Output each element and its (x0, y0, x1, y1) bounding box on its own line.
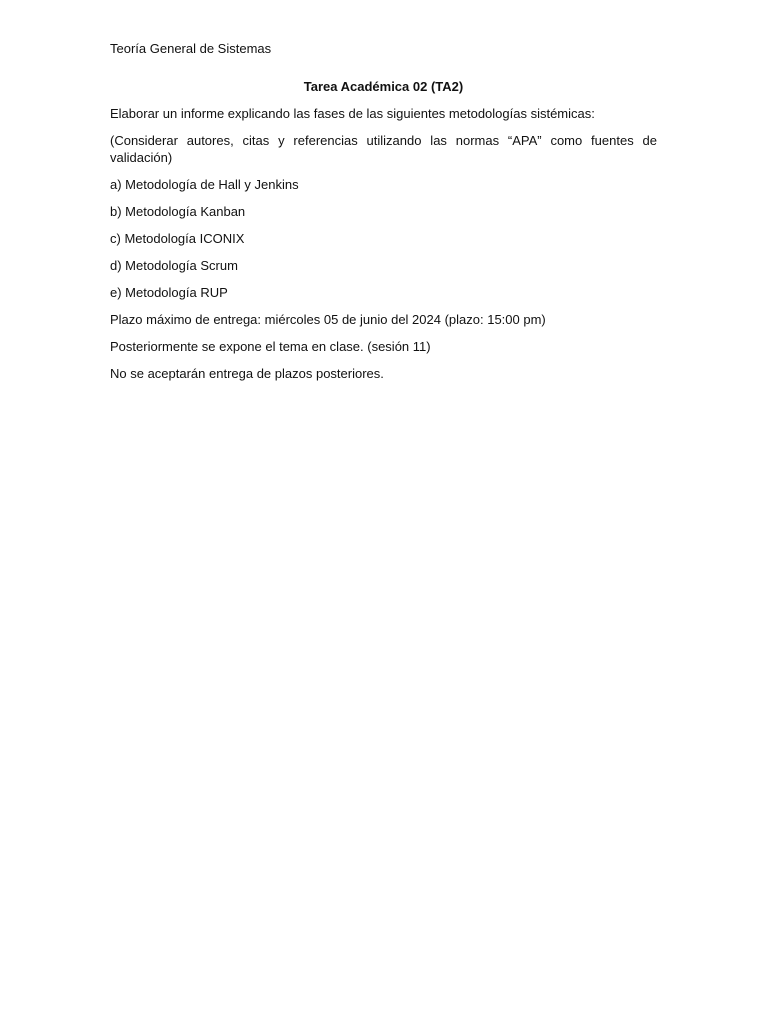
document-page (110, 40, 657, 392)
methodology-item-scrum: d) Metodología Scrum (110, 258, 238, 273)
late-submission-warning: No se aceptarán entrega de plazos posteriores. (110, 366, 384, 381)
methodology-item-hall-jenkins: a) Metodología de Hall y Jenkins (110, 177, 299, 192)
presentation-text: Posteriormente se expone el tema en clase. (sesión 11) (110, 339, 431, 354)
apa-note: (Considerar autores, citas y referencias utilizando las normas “APA” como fuentes de validación) (110, 133, 657, 165)
methodology-item-iconix: c) Metodología ICONIX (110, 231, 245, 246)
methodology-item-rup: e) Metodología RUP (110, 285, 228, 300)
methodology-item-kanban: b) Metodología Kanban (110, 204, 246, 219)
intro-text: Elaborar un informe explicando las fases de las siguientes metodologías sistémicas: (110, 106, 595, 121)
course-name: Teoría General de Sistemas (110, 41, 272, 56)
deadline-text: Plazo máximo de entrega: miércoles 05 de junio del 2024 (plazo: 15:00 pm) (110, 312, 546, 327)
methodology-list (110, 176, 657, 301)
assignment-title: Tarea Académica 02 (TA2) (303, 79, 464, 94)
